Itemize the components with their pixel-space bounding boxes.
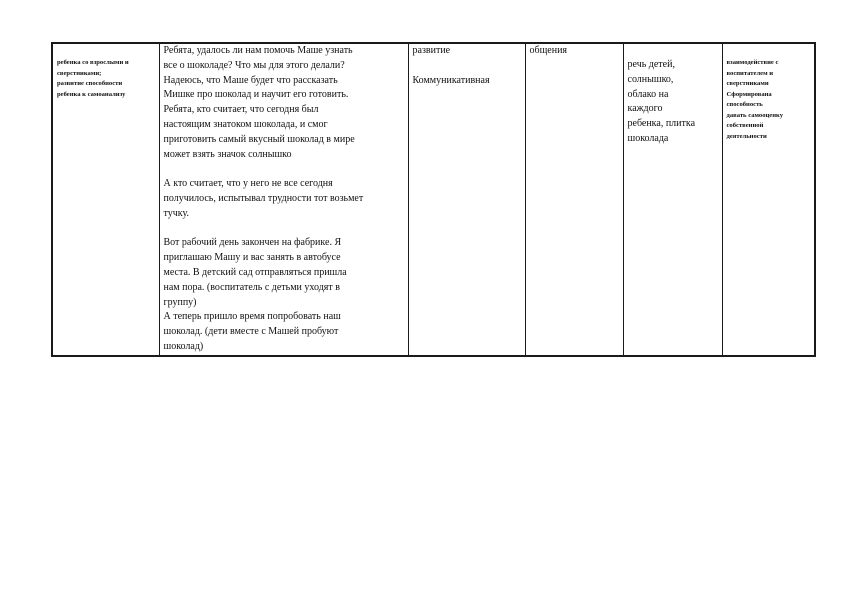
text-line: общения xyxy=(529,45,568,56)
text-line: ребенка, плитка xyxy=(627,118,696,130)
text-line: облако на xyxy=(627,88,669,100)
text-line: шоколад) xyxy=(163,340,204,352)
text-line: Ребята, кто считает, что сегодня был xyxy=(163,104,319,116)
text-line: ребенка к самоанализу xyxy=(57,90,126,98)
text-line: места. В детский сад отправляться пришла xyxy=(163,266,347,278)
text-line: шоколад. (дети вместе с Машей пробуют xyxy=(163,326,339,338)
text-line: настоящим знатоком шоколада, и смог xyxy=(163,118,328,130)
text-line: сверстниками xyxy=(726,80,769,87)
text-line: способность xyxy=(726,101,763,108)
text-line: сверстниками; xyxy=(57,69,102,77)
text-line: воспитателем и xyxy=(726,69,774,77)
text-line: получилось, испытывал трудности тот возьмет xyxy=(163,192,364,204)
text-line: тучку. xyxy=(163,207,189,219)
cell-means xyxy=(623,43,722,356)
text-line: приготовить самый вкусный шоколад в мире xyxy=(163,133,355,145)
text-line: собственной xyxy=(726,122,764,129)
text-line: нам пора. (воспитатель с детьми уходят в xyxy=(163,281,340,293)
text-line: Ребята, удалось ли нам помочь Маше узнать xyxy=(163,45,353,56)
paragraph-gap xyxy=(164,162,404,177)
text-line: речь детей, xyxy=(627,59,675,70)
text-line: развитие способности xyxy=(57,80,123,87)
text-line: А кто считает, что у него не все сегодня xyxy=(163,178,333,190)
text-line: ребенка со взрослыми и xyxy=(57,59,129,66)
table-row xyxy=(52,43,815,356)
text-line: развитие xyxy=(412,45,451,56)
text-line: группу) xyxy=(163,296,197,308)
text-line: А теперь пришло время попробовать наш xyxy=(163,311,341,323)
text-line: может взять значок солнышко xyxy=(163,148,292,160)
text-line: деятельности xyxy=(726,132,767,140)
text-line: шоколада xyxy=(627,132,669,144)
text-line: солнышко, xyxy=(627,73,674,85)
text-line: Мишке про шоколад и научит его готовить. xyxy=(163,89,349,101)
text-line: приглашаю Машу и вас занять в автобусе xyxy=(163,252,341,264)
cell-activity-type xyxy=(525,43,623,356)
cell-results xyxy=(722,43,815,356)
lesson-plan-table xyxy=(51,42,816,357)
cell-goals xyxy=(52,43,159,356)
text-line: Коммуникативная xyxy=(412,74,490,86)
text-line: Вот рабочий день закончен на фабрике. Я xyxy=(163,237,342,249)
cell-development-area xyxy=(408,43,525,356)
text-line: взаимодействие с xyxy=(726,59,779,66)
text-line: Сформирована xyxy=(726,90,772,98)
text-line: давать самооценку xyxy=(726,111,784,119)
cell-teacher-activity xyxy=(159,43,408,356)
text-line: Надеюсь, что Маше будет что рассказать xyxy=(163,74,338,86)
text-line: каждого xyxy=(627,103,663,115)
text-line: все о шоколаде? Что мы для этого делали? xyxy=(163,59,345,71)
paragraph-gap xyxy=(164,222,404,237)
